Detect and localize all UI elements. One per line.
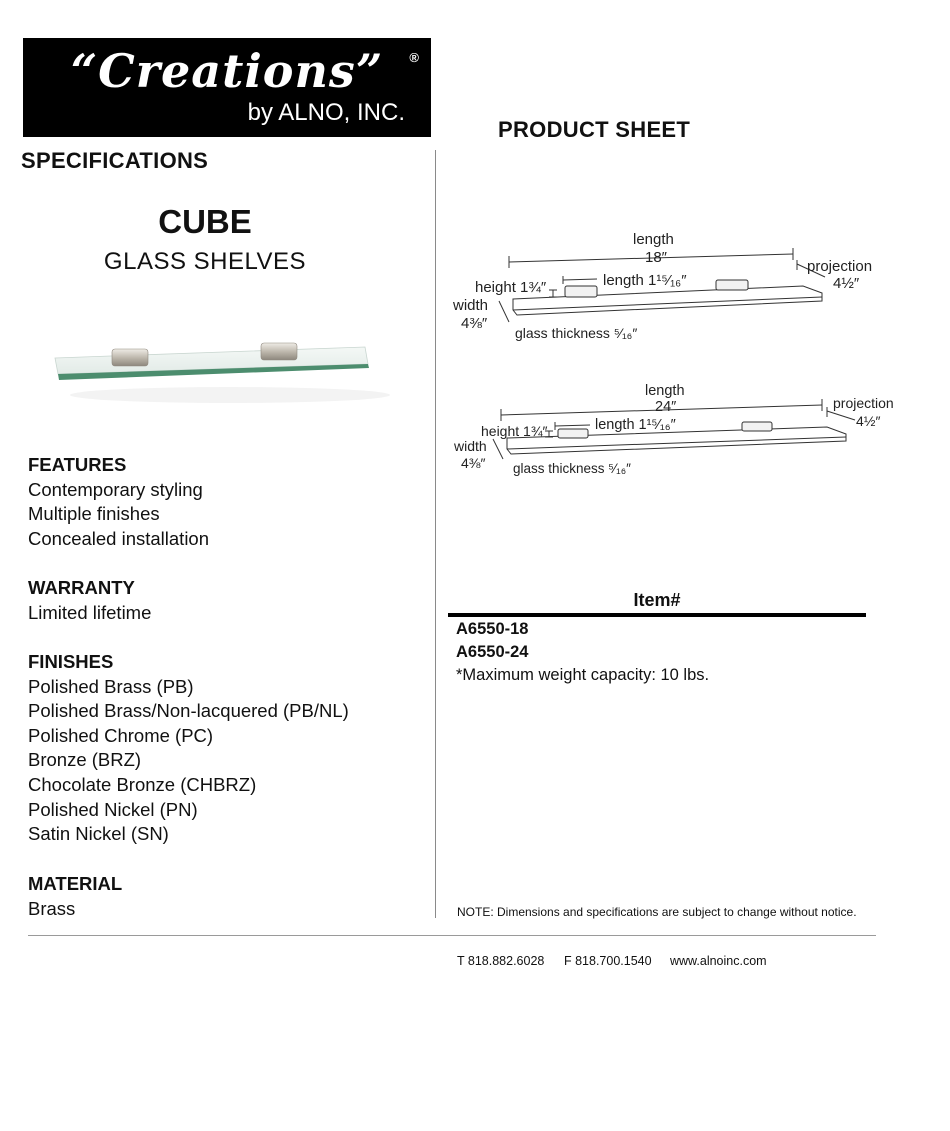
projection-value: 4½″ xyxy=(856,413,881,429)
features-heading: FEATURES xyxy=(28,454,127,475)
dimensions-notice: NOTE: Dimensions and specifications are subject to change without notice. xyxy=(457,905,857,919)
weight-capacity-note: *Maximum weight capacity: 10 lbs. xyxy=(456,666,710,684)
finishes-section xyxy=(28,650,349,847)
item-number: A6550-24 xyxy=(456,643,529,661)
height-label: height 1¾″ xyxy=(475,279,547,296)
features-section xyxy=(28,453,209,551)
feature-item: Multiple finishes xyxy=(28,503,160,525)
dimension-diagram-18 xyxy=(445,222,885,352)
finish-item: Polished Chrome (PC) xyxy=(28,724,214,746)
bracket-length-label: length 1¹⁵⁄₁₆″ xyxy=(595,417,676,433)
length-label: length xyxy=(645,383,685,399)
projection-value: 4½″ xyxy=(833,275,860,292)
brand-logo xyxy=(23,38,431,137)
width-value: 4⅜″ xyxy=(461,455,486,471)
item-table-rule xyxy=(448,613,866,617)
width-label: width xyxy=(453,297,489,314)
warranty-section xyxy=(28,576,151,625)
finish-item: Polished Brass (PB) xyxy=(28,675,194,697)
finish-item: Satin Nickel (SN) xyxy=(28,823,169,845)
warranty-item: Limited lifetime xyxy=(28,601,152,623)
product-sheet-heading: PRODUCT SHEET xyxy=(498,117,691,142)
length-value: 18″ xyxy=(645,249,667,266)
product-subtitle: GLASS SHELVES xyxy=(103,248,307,275)
length-value: 24″ xyxy=(655,399,677,415)
item-number: A6550-18 xyxy=(456,620,529,638)
length-label: length xyxy=(633,231,674,248)
material-item: Brass xyxy=(28,897,76,919)
product-name: CUBE xyxy=(158,203,252,240)
item-table-heading: Item# xyxy=(633,590,681,610)
specifications-heading: SPECIFICATIONS xyxy=(21,148,209,173)
material-heading: MATERIAL xyxy=(28,873,123,894)
feature-item: Contemporary styling xyxy=(28,478,203,500)
phone-number: T 818.882.6028 xyxy=(457,954,545,968)
registered-mark: ® xyxy=(409,50,419,65)
footer-divider xyxy=(28,935,876,936)
height-label: height 1¾″ xyxy=(481,423,548,439)
shelf-product-image xyxy=(40,330,390,405)
finishes-heading: FINISHES xyxy=(28,651,114,672)
logo-byline: by ALNO, INC. xyxy=(247,99,405,126)
width-value: 4⅜″ xyxy=(461,315,488,332)
finish-item: Polished Nickel (PN) xyxy=(28,798,198,820)
projection-label: projection xyxy=(833,395,894,411)
column-divider xyxy=(435,150,436,918)
fax-number: F 818.700.1540 xyxy=(564,954,652,968)
width-label: width xyxy=(454,438,487,454)
glass-thickness-label: glass thickness ⁵⁄₁₆″ xyxy=(513,461,631,476)
website-link[interactable]: www.alnoinc.com xyxy=(670,954,767,968)
warranty-heading: WARRANTY xyxy=(28,577,135,598)
dimension-diagram-24 xyxy=(445,375,895,485)
finish-item: Chocolate Bronze (CHBRZ) xyxy=(28,773,257,795)
bracket-length-label: length 1¹⁵⁄₁₆″ xyxy=(603,272,687,289)
feature-item: Concealed installation xyxy=(28,527,210,549)
projection-label: projection xyxy=(807,258,873,275)
logo-brand-text: “Creations” xyxy=(70,44,384,98)
finish-item: Polished Brass/Non-lacquered (PB/NL) xyxy=(28,700,349,722)
glass-thickness-label: glass thickness ⁵⁄₁₆″ xyxy=(515,325,638,341)
material-section xyxy=(28,872,122,921)
finish-item: Bronze (BRZ) xyxy=(28,749,142,771)
